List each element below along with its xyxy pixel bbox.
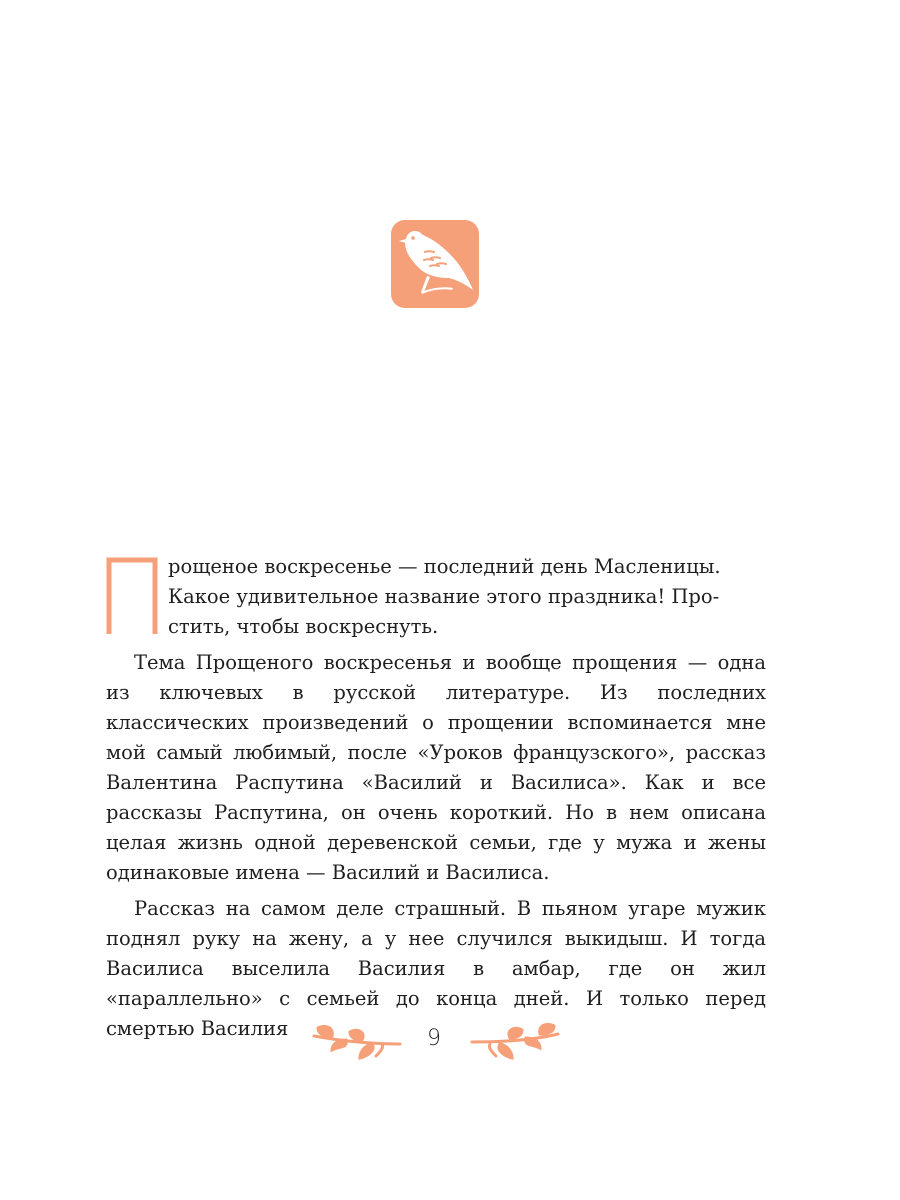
dropcap	[106, 556, 158, 636]
bird-icon	[391, 220, 479, 308]
first-paragraph-line: стить, чтобы воскреснуть.	[168, 615, 439, 638]
page-number: 9	[427, 1026, 441, 1051]
branch-ornament-icon	[310, 1020, 402, 1064]
page-footer	[310, 1018, 560, 1068]
paragraph: Тема Прощеного воскресенья и вообще прощения — одна из ключевых в русской литературе. Из последних классических произведений о прощении вспоминается мне мой самый любимый, после «Уроков французского», рассказ Валентина Распутина «Василий и Василиса». Как и все рассказы Распутина, он очень короткий. Но в нем описана целая жизнь одной деревенской семьи, где у мужа и жены одинаковые имена — Василий и Василиса.	[106, 651, 766, 884]
first-paragraph-line: Какое удивительное название этого праздника! Про-	[168, 585, 720, 608]
first-paragraph	[106, 552, 766, 642]
body-text	[106, 552, 766, 1050]
first-paragraph-lines	[168, 552, 766, 642]
branch-ornament-icon	[470, 1020, 562, 1064]
first-paragraph-line: рощеное воскресенье — последний день Масленицы.	[168, 555, 721, 578]
paragraph: Рассказ на самом деле страшный. В пьяном угаре мужик поднял руку на жену, а у нее случился выкидыш. И тогда Василиса выселила Василия в амбар, где он жил «параллельно» с семьей до конца дней. И только перед смертью Василия	[106, 897, 766, 1040]
dropcap-glyph	[106, 556, 158, 636]
bird-icon-badge	[391, 220, 479, 308]
